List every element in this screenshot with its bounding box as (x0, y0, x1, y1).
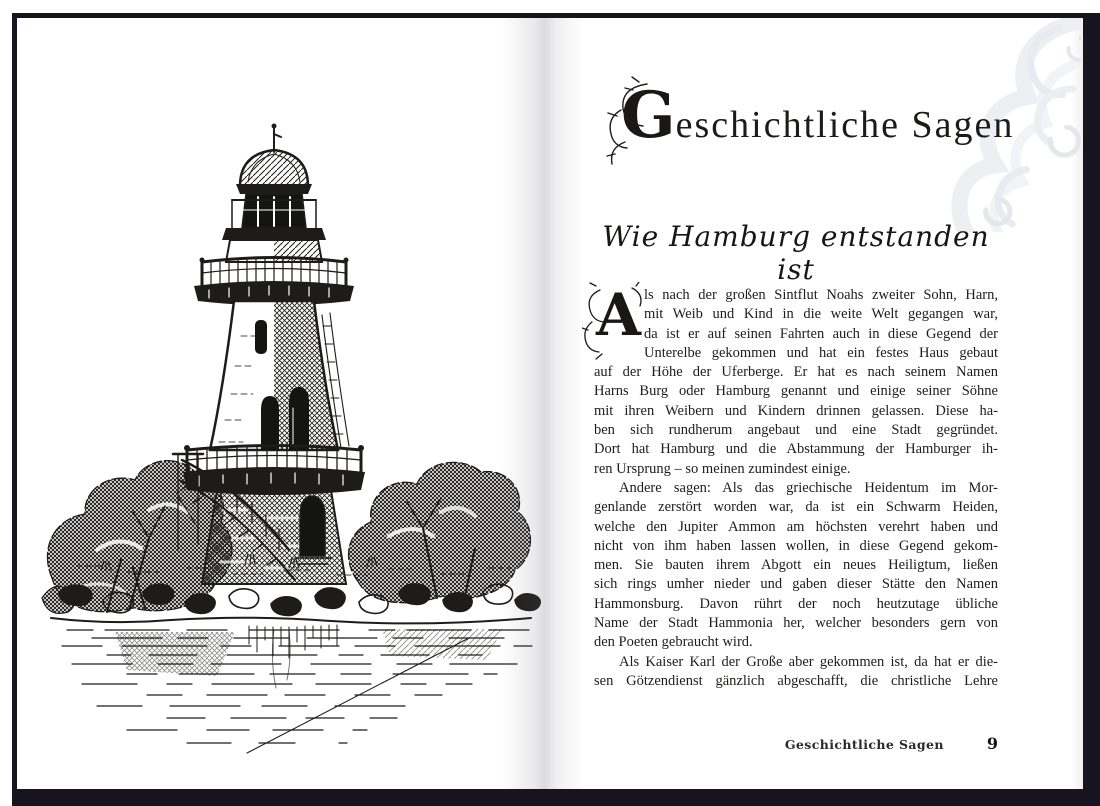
drop-cap-letter: A (596, 281, 642, 349)
body-line: ren Ursprung – so meinen zumindest einige. (594, 460, 851, 477)
body-line: Hammonsburg. Davon rührt der noch heutzutage übliche (594, 595, 998, 612)
body-line: ls nach der großen Sintflut Noahs zweiter Sohn, Harn, (644, 287, 998, 303)
body-line: Dort hat Hamburg und die Abstammung der Hamburger ih- (594, 441, 998, 458)
page-number: 9 (986, 734, 998, 753)
body-line: sich rings umher nieder und gaben dieser Stätte den Namen (594, 576, 998, 593)
body-line: mit ihren Weibern und Kindern drinnen gelassen. Diese ha- (594, 402, 998, 419)
chapter-title-text: eschichtliche Sagen (675, 104, 1015, 146)
body-line: men. Sie bauten ihrem Abgott ein neues Heiligtum, ließen (594, 557, 998, 574)
body-line: nicht von ihm haben lassen wollen, in diese Gegend gekom- (594, 537, 998, 554)
body-line: auf der Höhe der Uferberge. Er hat es nach seinem Namen (594, 364, 998, 381)
body-line: ben sich rundherum angebaut und eine Stadt gegründet. (594, 422, 998, 439)
body-line: Andere sagen: Als das griechische Heidentum im Mor- (619, 479, 998, 496)
body-line: sen Götzendienst gänzlich abgeschafft, die christliche Lehre (594, 672, 998, 689)
chapter-initial: G (621, 84, 676, 148)
body-line: den Poeten gebraucht wird. (594, 634, 753, 651)
body-line: da ist er auf seinen Fahrten auch in diese Gegend der (644, 325, 998, 342)
body-lines (594, 281, 998, 691)
initial-flourish-icon (603, 76, 659, 168)
book-cover (12, 13, 1100, 806)
book-pages (17, 18, 1083, 789)
body-line: Harns Burg oder Hamburg genannt und einige seiner Söhne (594, 383, 998, 400)
drop-cap (582, 282, 644, 362)
body-line: mit Weib und Kind in die weite Welt gegangen war, (644, 306, 998, 323)
body-line: Unterelbe gekommen und hat ein festes Haus gebaut (644, 344, 998, 361)
body-line: Als Kaiser Karl der Große aber gekommen ist, da hat er die- (619, 653, 998, 670)
running-title: Geschichtliche Sagen (784, 737, 944, 752)
chapter-title (621, 78, 1015, 153)
body-line: Name der Stadt Hammonia her, welcher besonders gern von (594, 615, 998, 632)
right-bush (349, 462, 531, 602)
section-title: Wie Hamburg entstanden ist (602, 220, 990, 286)
body-line: genlande zerstört worden war, da ist ein Schwarm Heiden, (594, 499, 998, 516)
body-line: welche den Jupiter Ammon am höchsten verehrt haben und (594, 518, 998, 535)
body-text (594, 281, 998, 691)
lighthouse-illustration (37, 98, 545, 758)
page-footer (594, 734, 998, 753)
